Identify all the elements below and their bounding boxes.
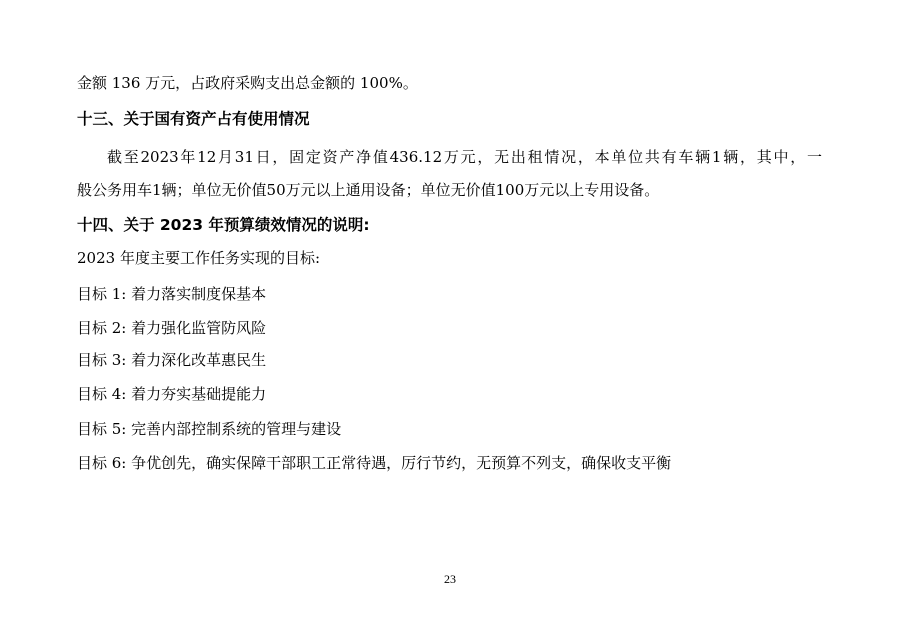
goal-item-4: 目标 4: 着力夯实基础提能力	[77, 385, 267, 403]
section-heading-13: 十三、关于国有资产占有使用情况	[77, 110, 310, 128]
goal-item-3: 目标 3: 着力深化改革惠民生	[77, 351, 267, 369]
goal-item-5: 目标 5: 完善内部控制系统的管理与建设	[77, 420, 342, 438]
goal-item-1: 目标 1: 着力落实制度保基本	[77, 285, 267, 303]
asset-paragraph-line-1: 截至2023年12月31日，固定资产净值436.12万元，无出租情况，本单位共有车辆1辆，其中，一	[107, 148, 822, 166]
page-number: 23	[444, 572, 456, 586]
paragraph-continuation: 金额 136 万元，占政府采购支出总金额的 100%。	[77, 74, 418, 92]
section-heading-14: 十四、关于 2023 年预算绩效情况的说明:	[77, 216, 370, 234]
asset-paragraph-line-2: 般公务用车1辆；单位无价值50万元以上通用设备；单位无价值100万元以上专用设备。	[77, 181, 660, 199]
goals-intro: 2023 年度主要工作任务实现的目标:	[77, 249, 320, 267]
goal-item-2: 目标 2: 着力强化监管防风险	[77, 319, 267, 337]
goal-item-6: 目标 6: 争优创先，确实保障干部职工正常待遇，厉行节约，无预算不列支，确保收支平衡	[77, 454, 672, 472]
